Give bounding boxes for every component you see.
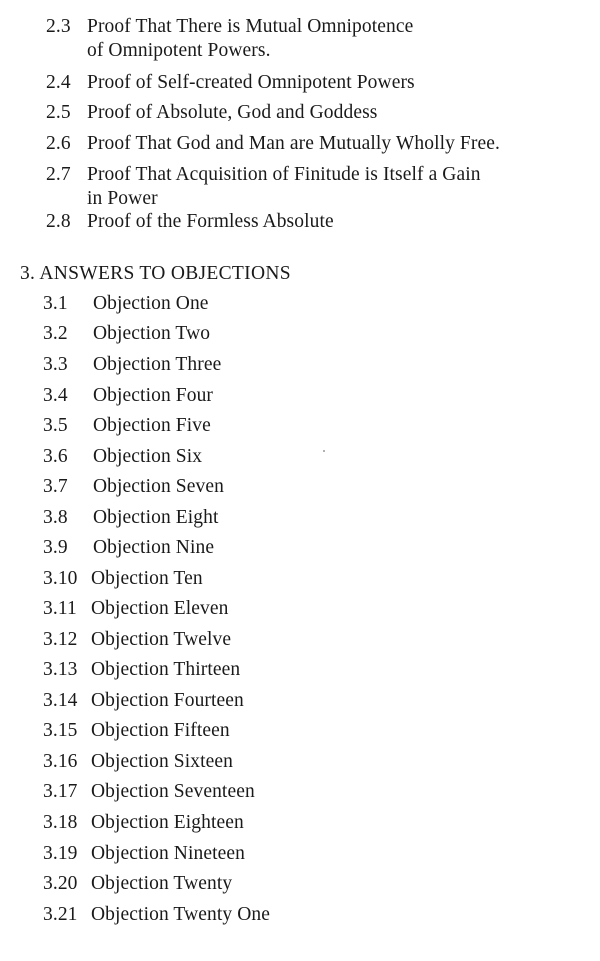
entry-title-continued: of Omnipotent Powers. <box>87 40 271 61</box>
entry-number: 2.8 <box>46 211 71 232</box>
entry-number: 3.16 <box>43 751 78 772</box>
entry-number: 3.8 <box>43 507 68 528</box>
entry-title: Objection Eleven <box>91 598 229 619</box>
entry-title: Objection Six <box>93 446 203 467</box>
entry-title: Proof of Self-created Omnipotent Powers <box>87 72 415 93</box>
entry-number: 3.15 <box>43 720 78 741</box>
entry-title: Objection Five <box>93 415 211 436</box>
entry-title: Objection Sixteen <box>91 751 233 772</box>
entry-title: Objection Eight <box>93 507 219 528</box>
entry-number: 3.3 <box>43 354 68 375</box>
entry-title: Objection Seventeen <box>91 781 255 802</box>
entry-title: Objection Twelve <box>91 629 232 650</box>
entry-title: Objection Thirteen <box>91 659 241 680</box>
entry-number: 3.7 <box>43 476 68 497</box>
entry-number: 3.6 <box>43 446 68 467</box>
entry-number: 3.11 <box>43 598 77 619</box>
entry-title: Proof of the Formless Absolute <box>87 211 334 232</box>
entry-title: Objection Fifteen <box>91 720 230 741</box>
entry-number: 3.9 <box>43 537 68 558</box>
entry-title: Objection Three <box>93 354 222 375</box>
entry-number: 3.12 <box>43 629 78 650</box>
entry-number: 3.17 <box>43 781 78 802</box>
entry-title: Objection Eighteen <box>91 812 244 833</box>
entry-number: 3.14 <box>43 690 78 711</box>
entry-number: 3.18 <box>43 812 78 833</box>
entry-number: 3.13 <box>43 659 78 680</box>
entry-number: 3.1 <box>43 293 68 314</box>
entry-number: 3.4 <box>43 385 68 406</box>
entry-title: Objection Four <box>93 385 214 406</box>
entry-number: 2.3 <box>46 16 71 37</box>
entry-title: Proof That There is Mutual Omnipotence <box>87 16 414 37</box>
entry-title-continued: in Power <box>87 188 158 209</box>
entry-number: 3.5 <box>43 415 68 436</box>
entry-number: 2.7 <box>46 164 71 185</box>
entry-title: Objection Nineteen <box>91 843 245 864</box>
section-3-heading[interactable]: 3. ANSWERS TO OBJECTIONS <box>20 263 291 284</box>
entry-title: Proof of Absolute, God and Goddess <box>87 102 378 123</box>
entry-title: Proof That God and Man are Mutually Wholly Free. <box>87 133 500 154</box>
entry-number: 3.19 <box>43 843 78 864</box>
entry-number: 2.4 <box>46 72 71 93</box>
entry-title: Objection Twenty <box>91 873 233 894</box>
entry-title: Proof That Acquisition of Finitude is Itself a Gain <box>87 164 481 185</box>
scan-speck <box>323 450 325 452</box>
entry-number: 2.5 <box>46 102 71 123</box>
entry-number: 3.10 <box>43 568 78 589</box>
entry-number: 3.21 <box>43 904 78 925</box>
entry-title: Objection One <box>93 293 209 314</box>
entry-number: 2.6 <box>46 133 71 154</box>
entry-title: Objection Nine <box>93 537 215 558</box>
entry-number: 3.2 <box>43 323 68 344</box>
entry-title: Objection Twenty One <box>91 904 270 925</box>
entry-number: 3.20 <box>43 873 78 894</box>
entry-title: Objection Seven <box>93 476 224 497</box>
entry-title: Objection Ten <box>91 568 203 589</box>
entry-title: Objection Two <box>93 323 211 344</box>
entry-title: Objection Fourteen <box>91 690 244 711</box>
